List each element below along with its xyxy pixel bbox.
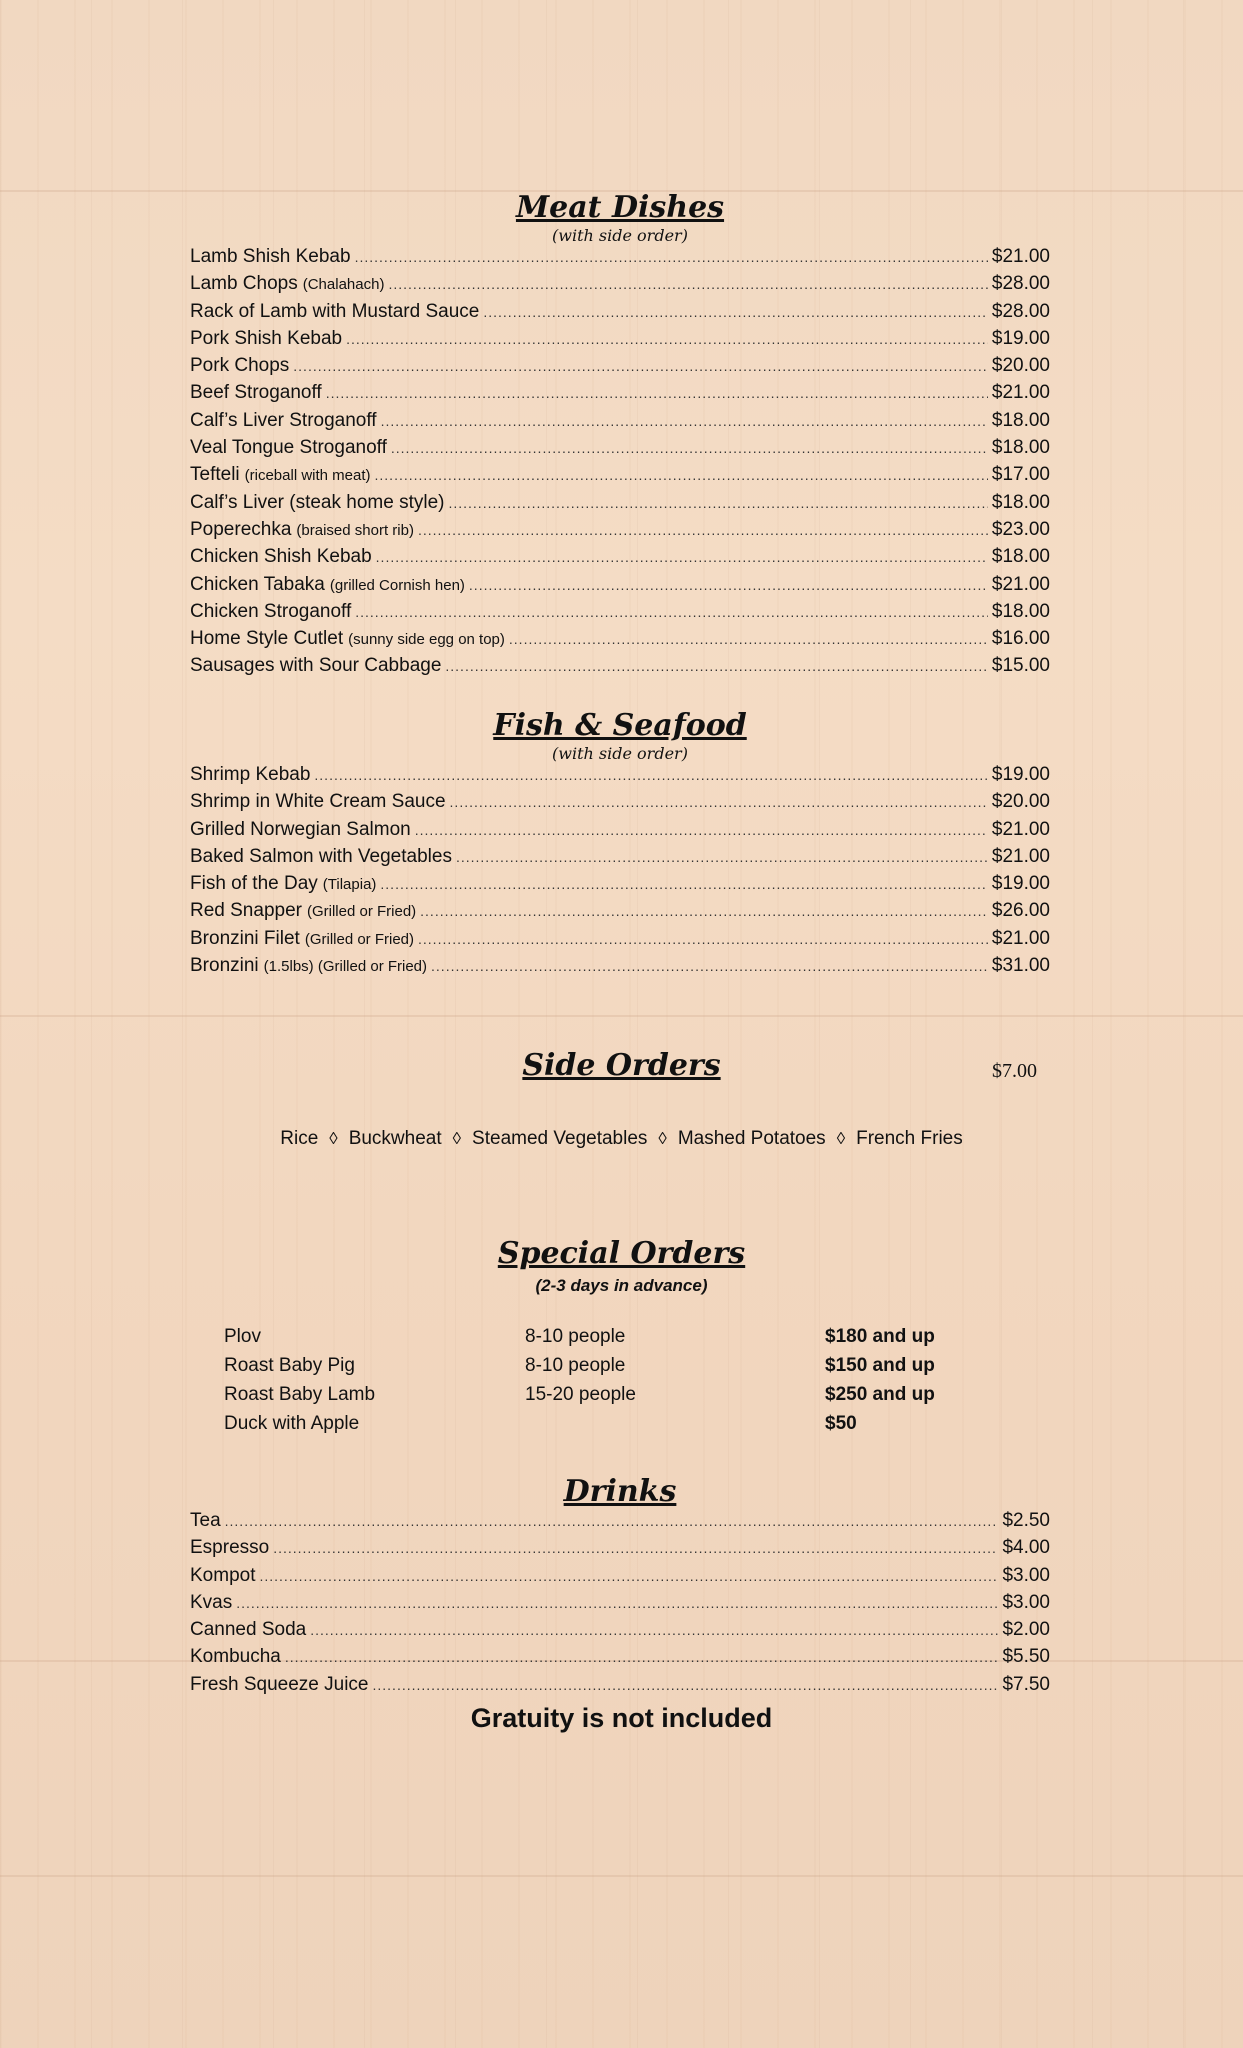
menu-item	[190, 1646, 1050, 1673]
menu-item-name: Fresh Squeeze Juice	[190, 1673, 369, 1695]
special-order-name: Roast Baby Lamb	[224, 1384, 376, 1405]
menu-item	[190, 1537, 1050, 1564]
dot-leader	[391, 440, 988, 456]
menu-item-name: Home Style Cutlet	[190, 628, 344, 650]
menu-item-name: Pork Shish Kebab	[190, 327, 343, 349]
menu-item	[190, 355, 1050, 382]
side-order-item: Steamed Vegetables	[472, 1128, 648, 1149]
menu-item-name: Chicken Tabaka	[190, 573, 325, 595]
menu-item-price: $18.00	[991, 546, 1050, 568]
dot-leader	[376, 549, 988, 565]
special-orders-subtitle: (2-3 days in advance)	[535, 1276, 708, 1295]
dot-leader	[431, 958, 988, 974]
menu-item	[190, 1619, 1050, 1646]
dot-leader	[420, 903, 988, 919]
menu-item	[190, 492, 1050, 519]
menu-item-price: $26.00	[991, 900, 1050, 922]
diamond-separator-icon: ◊	[836, 1129, 846, 1148]
fish-seafood-list	[190, 764, 1050, 982]
menu-item	[190, 791, 1050, 818]
menu-item-price: $21.00	[991, 573, 1050, 595]
dot-leader	[314, 767, 987, 783]
fish-seafood-section	[190, 708, 1050, 982]
special-order-name: Plov	[224, 1326, 261, 1347]
menu-item	[190, 764, 1050, 791]
menu-item-name: Grilled Norwegian Salmon	[190, 818, 411, 840]
menu-item-note: (grilled Cornish hen)	[329, 576, 465, 594]
menu-item-price: $19.00	[991, 873, 1050, 895]
menu-item-price: $2.00	[1002, 1619, 1050, 1641]
menu-item-name: Chicken Shish Kebab	[190, 546, 372, 568]
diamond-separator-icon: ◊	[452, 1129, 462, 1148]
menu-item	[190, 410, 1050, 437]
menu-item-price: $28.00	[991, 273, 1050, 295]
menu-item-name: Calf’s Liver (steak home style)	[190, 491, 445, 513]
menu-item-name: Chicken Stroganoff	[190, 600, 352, 622]
dot-leader	[415, 822, 988, 838]
menu-item-price: $21.00	[991, 927, 1050, 949]
fish-seafood-title: Fish & Seafood	[493, 708, 747, 743]
dot-leader	[375, 467, 988, 483]
menu-item-price: $18.00	[991, 409, 1050, 431]
menu-item-name: Beef Stroganoff	[190, 382, 322, 404]
meat-dishes-subtitle: (with side order)	[552, 226, 688, 245]
menu-item-note: (braised short rib)	[296, 521, 414, 539]
side-orders-title: Side Orders	[522, 1048, 721, 1083]
meat-dishes-title: Meat Dishes	[515, 190, 725, 225]
special-order-name: Roast Baby Pig	[224, 1355, 355, 1376]
gratuity-note: Gratuity is not included	[470, 1703, 773, 1733]
menu-item	[190, 955, 1050, 982]
diamond-separator-icon: ◊	[658, 1129, 667, 1148]
menu-item-price: $21.00	[991, 818, 1050, 840]
special-order-people: 8-10 people	[525, 1326, 626, 1347]
special-order-price: $50	[825, 1413, 857, 1434]
menu-item-price: $18.00	[991, 491, 1050, 513]
menu-item-price: $19.00	[991, 327, 1050, 349]
menu-item-name: Shrimp Kebab	[190, 764, 311, 785]
menu-item	[190, 574, 1050, 601]
drinks-section	[190, 1474, 1050, 1701]
dot-leader	[418, 522, 988, 538]
dot-leader	[373, 1677, 999, 1693]
dot-leader	[448, 495, 987, 511]
menu-item-name: Poperechka	[190, 518, 292, 540]
menu-item-name: Pork Chops	[190, 355, 290, 377]
menu-item-name: Veal Tongue Stroganoff	[190, 437, 387, 459]
menu-item-name: Calf’s Liver Stroganoff	[190, 409, 377, 431]
menu-item-note: (Chalahach)	[302, 276, 385, 294]
side-orders-price: $7.00	[992, 1060, 1037, 1082]
menu-item-name: Tefteli	[190, 464, 240, 486]
dot-leader	[450, 794, 988, 810]
dot-leader	[509, 631, 988, 647]
menu-item-price: $5.50	[1002, 1646, 1050, 1668]
menu-item-name: Fish of the Day	[190, 873, 318, 895]
menu-item-price: $3.00	[1002, 1591, 1050, 1613]
dot-leader	[355, 249, 988, 265]
menu-item-price: $20.00	[991, 791, 1050, 813]
menu-item-price: $7.50	[1002, 1673, 1050, 1695]
menu-item-name: Canned Soda	[190, 1619, 307, 1641]
menu-item-price: $3.00	[1002, 1564, 1050, 1586]
side-orders-list	[0, 1128, 1243, 1150]
side-order-item: French Fries	[856, 1128, 963, 1149]
menu-item-note: (Grilled or Fried)	[306, 903, 417, 921]
menu-item	[190, 601, 1050, 628]
menu-item-name: Bronzini	[190, 955, 259, 977]
menu-item-note: (sunny side egg on top)	[348, 631, 505, 649]
side-orders-section	[0, 1048, 1243, 1084]
menu-item-price: $15.00	[991, 655, 1050, 677]
special-order-row	[224, 1413, 1044, 1442]
dot-leader	[381, 413, 988, 429]
menu-item-price: $20.00	[991, 355, 1050, 377]
special-order-row	[224, 1355, 1044, 1384]
menu-item-note: (riceball with meat)	[244, 467, 371, 485]
special-order-row	[224, 1384, 1044, 1413]
diamond-separator-icon: ◊	[329, 1129, 338, 1148]
menu-item-price: $2.50	[1002, 1510, 1050, 1531]
side-order-item: Buckwheat	[348, 1128, 442, 1149]
drinks-title: Drinks	[563, 1474, 677, 1509]
menu-item-price: $18.00	[991, 600, 1050, 622]
dot-leader	[346, 331, 988, 347]
menu-item-note: (1.5lbs) (Grilled or Fried)	[263, 958, 428, 976]
dot-leader	[388, 276, 987, 292]
menu-item-name: Red Snapper	[190, 900, 302, 922]
side-order-item: Rice	[280, 1128, 319, 1149]
menu-item	[190, 846, 1050, 873]
dot-leader	[273, 1540, 998, 1556]
menu-item-price: $31.00	[991, 955, 1050, 977]
menu-item	[190, 1674, 1050, 1701]
menu-item-price: $21.00	[991, 382, 1050, 404]
fish-seafood-subtitle: (with side order)	[552, 744, 688, 763]
special-order-price: $180 and up	[825, 1326, 935, 1347]
menu-item-name: Kombucha	[190, 1646, 281, 1668]
dot-leader	[483, 304, 988, 320]
menu-item	[190, 273, 1050, 300]
menu-item-note: (Grilled or Fried)	[304, 930, 415, 948]
dot-leader	[418, 931, 988, 947]
menu-item	[190, 246, 1050, 273]
menu-item	[190, 328, 1050, 355]
menu-item-price: $19.00	[991, 764, 1050, 785]
meat-dishes-list	[190, 246, 1050, 683]
menu-item-price: $23.00	[991, 518, 1050, 540]
menu-item-note: (Tilapia)	[322, 876, 377, 894]
menu-item	[190, 900, 1050, 927]
dot-leader	[236, 1595, 998, 1611]
special-orders-table	[224, 1326, 1044, 1442]
menu-item-name: Tea	[190, 1510, 221, 1531]
menu-item	[190, 873, 1050, 900]
menu-item-price: $17.00	[991, 464, 1050, 486]
menu-item	[190, 382, 1050, 409]
special-order-price: $150 and up	[825, 1355, 935, 1376]
menu-item-price: $21.00	[991, 246, 1050, 267]
special-order-name: Duck with Apple	[224, 1413, 360, 1434]
menu-item-name: Kvas	[190, 1591, 233, 1613]
dot-leader	[225, 1513, 999, 1529]
dot-leader	[259, 1568, 998, 1584]
menu-item	[190, 628, 1050, 655]
menu-item-price: $21.00	[991, 845, 1050, 867]
drinks-list	[190, 1510, 1050, 1701]
menu-item	[190, 928, 1050, 955]
menu-item	[190, 655, 1050, 682]
dot-leader	[380, 876, 987, 892]
menu-item-name: Rack of Lamb with Mustard Sauce	[190, 300, 480, 322]
menu-item-price: $28.00	[991, 300, 1050, 322]
menu-item	[190, 1510, 1050, 1537]
menu-item-name: Espresso	[190, 1537, 270, 1559]
menu-item-name: Shrimp in White Cream Sauce	[190, 791, 446, 813]
menu-item	[190, 464, 1050, 491]
menu-item-name: Bronzini Filet	[190, 927, 300, 949]
dot-leader	[456, 849, 988, 865]
menu-item-name: Lamb Chops	[190, 273, 298, 295]
dot-leader	[285, 1649, 999, 1665]
menu-item	[190, 437, 1050, 464]
menu-item	[190, 301, 1050, 328]
menu-item-name: Kompot	[190, 1564, 256, 1586]
menu-item	[190, 819, 1050, 846]
menu-item-name: Baked Salmon with Vegetables	[190, 845, 452, 867]
special-order-price: $250 and up	[825, 1384, 935, 1405]
dot-leader	[326, 385, 988, 401]
meat-dishes-section	[190, 190, 1050, 683]
menu-item	[190, 1592, 1050, 1619]
special-order-people: 15-20 people	[525, 1384, 636, 1405]
menu-item-price: $18.00	[991, 437, 1050, 459]
menu-item	[190, 519, 1050, 546]
special-orders-title: Special Orders	[497, 1236, 746, 1271]
dot-leader	[310, 1622, 998, 1638]
menu-item	[190, 1565, 1050, 1592]
dot-leader	[293, 358, 988, 374]
dot-leader	[445, 658, 987, 674]
menu-item-name: Lamb Shish Kebab	[190, 246, 351, 267]
menu-item-price: $16.00	[991, 628, 1050, 650]
special-order-people: 8-10 people	[525, 1355, 626, 1376]
menu-item	[190, 546, 1050, 573]
special-orders-section	[0, 1236, 1243, 1296]
dot-leader	[355, 604, 988, 620]
special-order-row	[224, 1326, 1044, 1355]
dot-leader	[469, 577, 988, 593]
menu-item-price: $4.00	[1002, 1537, 1050, 1559]
menu-item-name: Sausages with Sour Cabbage	[190, 655, 442, 677]
side-order-item: Mashed Potatoes	[677, 1128, 826, 1149]
